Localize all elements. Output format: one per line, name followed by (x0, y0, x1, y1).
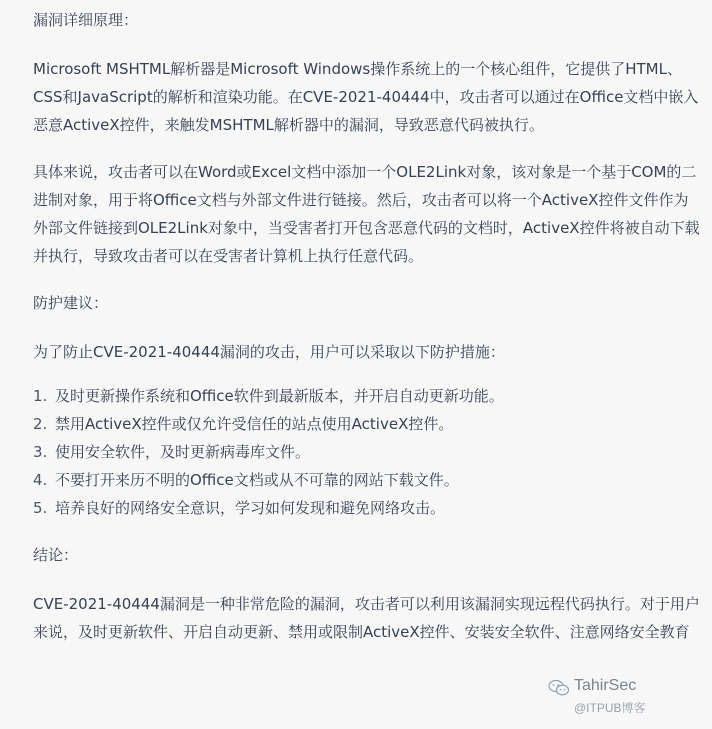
list-item-number: 5. (33, 499, 48, 517)
list-item-text: 使用安全软件，及时更新病毒库文件。 (55, 443, 311, 461)
conclusion-heading: 结论： (33, 546, 79, 564)
principle-paragraph-2: 具体来说，攻击者可以在Word或Excel文档中添加一个OLE2Link对象，该对象是一个基于COM的二进制对象，用于将Office文档与外部文件进行链接。然后，攻击者可以将一个ActiveX控件文件作为外部文件链接到OLE2Link对象中，当受害者打开包含恶意代码的文档时，ActiveX控件将被自动下载并执行，导致攻击者可以在受害者计算机上执行任意代码。 (33, 163, 700, 265)
list-item-number: 3. (33, 443, 48, 461)
article-body (33, 0, 703, 646)
list-item-number: 2. (33, 415, 48, 433)
list-item (33, 494, 703, 522)
conclusion-paragraph: CVE-2021-40444漏洞是一种非常危险的漏洞，攻击者可以利用该漏洞实现远程代码执行。对于用户来说，及时更新软件、开启自动更新、禁用或限制ActiveX控件、安装安全软件、注意网络安全教育 (33, 595, 700, 641)
list-item-text: 不要打开来历不明的Office文档或从不可靠的网站下载文件。 (55, 471, 459, 489)
list-item-number: 4. (33, 471, 48, 489)
list-item (33, 382, 703, 410)
wechat-icon (548, 679, 570, 697)
list-item-text: 培养良好的网络安全意识，学习如何发现和避免网络攻击。 (55, 499, 446, 517)
principle-heading: 漏洞详细原理： (33, 11, 139, 29)
watermark-sub: @ITPUB博客 (574, 701, 646, 715)
watermark (572, 677, 692, 721)
list-item-number: 1. (33, 387, 48, 405)
protection-list (33, 382, 703, 522)
watermark-brand: TahirSec (574, 677, 637, 694)
protection-heading: 防护建议： (33, 294, 109, 312)
list-item-text: 及时更新操作系统和Office软件到最新版本，并开启自动更新功能。 (55, 387, 504, 405)
list-item (33, 410, 703, 438)
list-item (33, 438, 703, 466)
list-item (33, 466, 703, 494)
protection-intro: 为了防止CVE-2021-40444漏洞的攻击，用户可以采取以下防护措施： (33, 343, 505, 361)
principle-paragraph-1: Microsoft MSHTML解析器是Microsoft Windows操作系统上的一个核心组件，它提供了HTML、CSS和JavaScript的解析和渲染功能。在CVE-2021-40444中，攻击者可以通过在Office文档中嵌入恶意ActiveX控件，来触发MSHTML解析器中的漏洞，导致恶意代码被执行。 (33, 60, 699, 134)
list-item-text: 禁用ActiveX控件或仅允许受信任的站点使用ActiveX控件。 (55, 415, 454, 433)
